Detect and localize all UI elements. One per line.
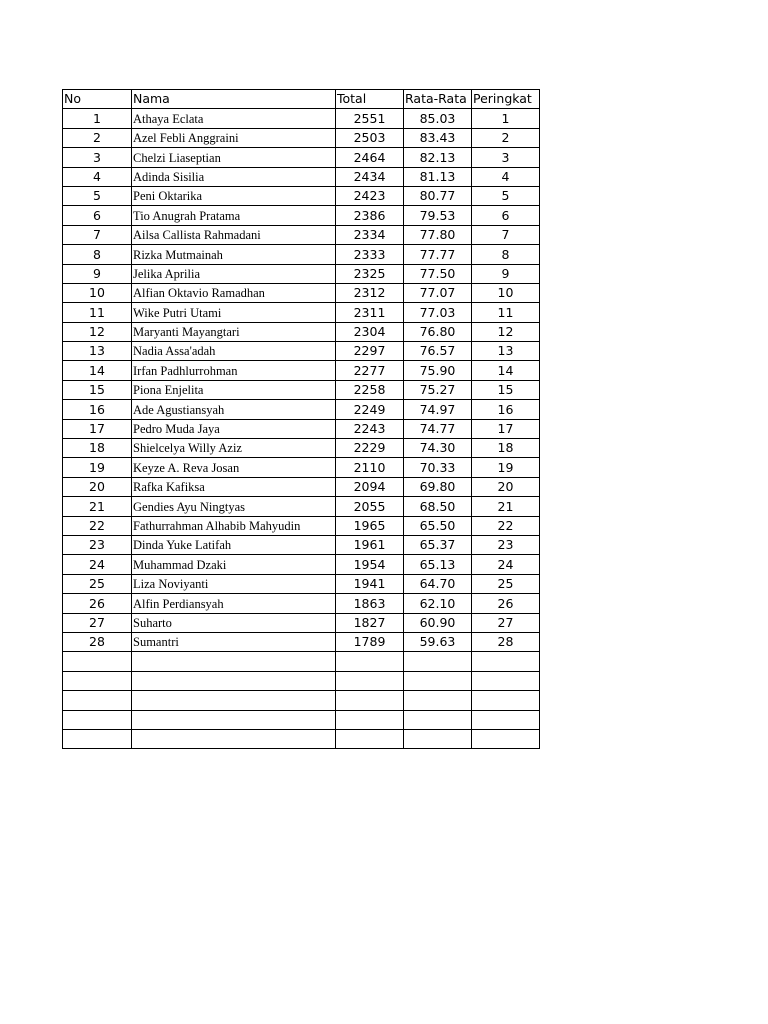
cell-no[interactable] xyxy=(63,729,132,748)
cell-peringkat[interactable]: 1 xyxy=(472,109,540,128)
cell-no[interactable]: 3 xyxy=(63,148,132,167)
cell-nama[interactable]: Alfin Perdiansyah xyxy=(132,594,336,613)
cell-nama[interactable] xyxy=(132,729,336,748)
cell-peringkat[interactable]: 6 xyxy=(472,206,540,225)
table-row xyxy=(63,322,540,341)
cell-no[interactable]: 17 xyxy=(63,419,132,438)
cell-nama[interactable]: Jelika Aprilia xyxy=(132,264,336,283)
cell-rata-rata[interactable]: 77.07 xyxy=(404,283,472,302)
cell-total[interactable]: 2334 xyxy=(336,225,404,244)
cell-rata-rata[interactable]: 68.50 xyxy=(404,497,472,516)
cell-nama[interactable]: Dinda Yuke Latifah xyxy=(132,535,336,554)
cell-peringkat[interactable]: 24 xyxy=(472,555,540,574)
cell-rata-rata[interactable]: 64.70 xyxy=(404,574,472,593)
cell-nama[interactable]: Ailsa Callista Rahmadani xyxy=(132,225,336,244)
cell-rata-rata[interactable]: 85.03 xyxy=(404,109,472,128)
cell-rata-rata[interactable]: 70.33 xyxy=(404,458,472,477)
cell-total[interactable]: 2094 xyxy=(336,477,404,496)
cell-peringkat[interactable]: 20 xyxy=(472,477,540,496)
cell-peringkat[interactable]: 8 xyxy=(472,245,540,264)
cell-nama[interactable]: Keyze A. Reva Josan xyxy=(132,458,336,477)
header-rata-rata[interactable]: Rata-Rata xyxy=(404,90,472,109)
cell-total[interactable]: 1827 xyxy=(336,613,404,632)
table-row xyxy=(63,477,540,496)
cell-rata-rata[interactable] xyxy=(404,691,472,710)
cell-total[interactable]: 2386 xyxy=(336,206,404,225)
cell-no[interactable]: 12 xyxy=(63,322,132,341)
table-row xyxy=(63,594,540,613)
cell-rata-rata[interactable]: 65.50 xyxy=(404,516,472,535)
cell-peringkat[interactable]: 2 xyxy=(472,128,540,147)
cell-no[interactable]: 19 xyxy=(63,458,132,477)
cell-nama[interactable]: Shielcelya Willy Aziz xyxy=(132,439,336,458)
cell-total[interactable]: 2464 xyxy=(336,148,404,167)
cell-total[interactable]: 1789 xyxy=(336,632,404,651)
cell-peringkat[interactable]: 28 xyxy=(472,632,540,651)
cell-total[interactable]: 1941 xyxy=(336,574,404,593)
header-row xyxy=(63,90,540,109)
cell-rata-rata[interactable]: 74.97 xyxy=(404,400,472,419)
cell-nama[interactable] xyxy=(132,710,336,729)
cell-rata-rata[interactable]: 82.13 xyxy=(404,148,472,167)
cell-total[interactable]: 2297 xyxy=(336,342,404,361)
cell-total[interactable]: 1954 xyxy=(336,555,404,574)
cell-peringkat[interactable]: 4 xyxy=(472,167,540,186)
cell-rata-rata[interactable]: 62.10 xyxy=(404,594,472,613)
cell-peringkat[interactable]: 15 xyxy=(472,380,540,399)
cell-rata-rata[interactable]: 75.90 xyxy=(404,361,472,380)
cell-total[interactable]: 2311 xyxy=(336,303,404,322)
table-row xyxy=(63,400,540,419)
cell-peringkat[interactable] xyxy=(472,671,540,690)
cell-no[interactable]: 9 xyxy=(63,264,132,283)
cell-peringkat[interactable]: 10 xyxy=(472,283,540,302)
cell-peringkat[interactable]: 11 xyxy=(472,303,540,322)
cell-no[interactable]: 6 xyxy=(63,206,132,225)
cell-rata-rata[interactable] xyxy=(404,729,472,748)
cell-nama[interactable]: Liza Noviyanti xyxy=(132,574,336,593)
cell-total[interactable]: 2551 xyxy=(336,109,404,128)
cell-peringkat[interactable]: 14 xyxy=(472,361,540,380)
header-no[interactable]: No xyxy=(63,90,132,109)
cell-nama[interactable]: Tio Anugrah Pratama xyxy=(132,206,336,225)
cell-nama[interactable]: Maryanti Mayangtari xyxy=(132,322,336,341)
cell-nama[interactable]: Irfan Padhlurrohman xyxy=(132,361,336,380)
cell-peringkat[interactable] xyxy=(472,710,540,729)
cell-total[interactable] xyxy=(336,671,404,690)
cell-peringkat[interactable]: 9 xyxy=(472,264,540,283)
cell-total[interactable]: 2110 xyxy=(336,458,404,477)
table-row xyxy=(63,671,540,690)
cell-peringkat[interactable]: 27 xyxy=(472,613,540,632)
cell-rata-rata[interactable]: 79.53 xyxy=(404,206,472,225)
table-row xyxy=(63,652,540,671)
cell-peringkat[interactable]: 16 xyxy=(472,400,540,419)
cell-nama[interactable]: Gendies Ayu Ningtyas xyxy=(132,497,336,516)
table-row xyxy=(63,632,540,651)
table-row xyxy=(63,361,540,380)
cell-no[interactable]: 5 xyxy=(63,186,132,205)
cell-total[interactable]: 2434 xyxy=(336,167,404,186)
cell-peringkat[interactable]: 25 xyxy=(472,574,540,593)
table-row xyxy=(63,264,540,283)
table-row xyxy=(63,303,540,322)
cell-rata-rata[interactable]: 65.37 xyxy=(404,535,472,554)
cell-nama[interactable]: Rafka Kafiksa xyxy=(132,477,336,496)
table-row xyxy=(63,206,540,225)
cell-total[interactable]: 2243 xyxy=(336,419,404,438)
cell-no[interactable] xyxy=(63,710,132,729)
table-row xyxy=(63,729,540,748)
table-row xyxy=(63,555,540,574)
table-row xyxy=(63,419,540,438)
cell-rata-rata[interactable]: 77.80 xyxy=(404,225,472,244)
cell-peringkat[interactable]: 21 xyxy=(472,497,540,516)
cell-nama[interactable]: Peni Oktarika xyxy=(132,186,336,205)
cell-rata-rata[interactable]: 65.13 xyxy=(404,555,472,574)
cell-nama[interactable]: Athaya Eclata xyxy=(132,109,336,128)
cell-rata-rata[interactable]: 77.77 xyxy=(404,245,472,264)
cell-no[interactable] xyxy=(63,671,132,690)
table-row xyxy=(63,283,540,302)
cell-total[interactable]: 1961 xyxy=(336,535,404,554)
table-row xyxy=(63,245,540,264)
cell-rata-rata[interactable]: 59.63 xyxy=(404,632,472,651)
cell-nama[interactable] xyxy=(132,671,336,690)
cell-peringkat[interactable]: 7 xyxy=(472,225,540,244)
cell-peringkat[interactable]: 13 xyxy=(472,342,540,361)
cell-no[interactable]: 11 xyxy=(63,303,132,322)
cell-no[interactable]: 22 xyxy=(63,516,132,535)
cell-no[interactable]: 13 xyxy=(63,342,132,361)
cell-total[interactable] xyxy=(336,652,404,671)
cell-total[interactable]: 2258 xyxy=(336,380,404,399)
cell-rata-rata[interactable]: 80.77 xyxy=(404,186,472,205)
cell-no[interactable]: 8 xyxy=(63,245,132,264)
cell-total[interactable]: 1965 xyxy=(336,516,404,535)
cell-rata-rata[interactable] xyxy=(404,652,472,671)
table-row xyxy=(63,574,540,593)
cell-no[interactable]: 25 xyxy=(63,574,132,593)
table-row xyxy=(63,380,540,399)
cell-peringkat[interactable]: 18 xyxy=(472,439,540,458)
cell-nama[interactable]: Adinda Sisilia xyxy=(132,167,336,186)
cell-rata-rata[interactable]: 83.43 xyxy=(404,128,472,147)
cell-rata-rata[interactable]: 75.27 xyxy=(404,380,472,399)
table-row xyxy=(63,128,540,147)
ranking-table xyxy=(62,89,540,749)
cell-rata-rata[interactable]: 74.77 xyxy=(404,419,472,438)
cell-nama[interactable]: Azel Febli Anggraini xyxy=(132,128,336,147)
cell-nama[interactable]: Wike Putri Utami xyxy=(132,303,336,322)
cell-nama[interactable]: Rizka Mutmainah xyxy=(132,245,336,264)
table-row xyxy=(63,109,540,128)
cell-peringkat[interactable]: 3 xyxy=(472,148,540,167)
cell-no[interactable]: 18 xyxy=(63,439,132,458)
cell-peringkat[interactable] xyxy=(472,729,540,748)
cell-no[interactable]: 7 xyxy=(63,225,132,244)
cell-peringkat[interactable]: 23 xyxy=(472,535,540,554)
cell-nama[interactable]: Piona Enjelita xyxy=(132,380,336,399)
table-row xyxy=(63,458,540,477)
cell-no[interactable] xyxy=(63,691,132,710)
cell-rata-rata[interactable]: 77.50 xyxy=(404,264,472,283)
cell-no[interactable]: 20 xyxy=(63,477,132,496)
cell-no[interactable]: 14 xyxy=(63,361,132,380)
cell-no[interactable]: 1 xyxy=(63,109,132,128)
header-peringkat[interactable]: Peringkat xyxy=(472,90,540,109)
cell-no[interactable]: 24 xyxy=(63,555,132,574)
cell-nama[interactable]: Chelzi Liaseptian xyxy=(132,148,336,167)
cell-rata-rata[interactable] xyxy=(404,671,472,690)
table-row xyxy=(63,691,540,710)
cell-peringkat[interactable]: 26 xyxy=(472,594,540,613)
cell-total[interactable]: 2277 xyxy=(336,361,404,380)
cell-total[interactable] xyxy=(336,710,404,729)
cell-total[interactable] xyxy=(336,729,404,748)
cell-rata-rata[interactable]: 69.80 xyxy=(404,477,472,496)
cell-no[interactable]: 21 xyxy=(63,497,132,516)
cell-peringkat[interactable]: 22 xyxy=(472,516,540,535)
cell-total[interactable]: 2503 xyxy=(336,128,404,147)
cell-total[interactable] xyxy=(336,691,404,710)
cell-rata-rata[interactable]: 76.80 xyxy=(404,322,472,341)
cell-total[interactable]: 2312 xyxy=(336,283,404,302)
cell-nama[interactable]: Alfian Oktavio Ramadhan xyxy=(132,283,336,302)
cell-total[interactable]: 2304 xyxy=(336,322,404,341)
header-total[interactable]: Total xyxy=(336,90,404,109)
cell-no[interactable]: 26 xyxy=(63,594,132,613)
cell-nama[interactable]: Pedro Muda Jaya xyxy=(132,419,336,438)
table-row xyxy=(63,710,540,729)
cell-total[interactable]: 2423 xyxy=(336,186,404,205)
cell-peringkat[interactable] xyxy=(472,652,540,671)
cell-no[interactable]: 10 xyxy=(63,283,132,302)
cell-nama[interactable] xyxy=(132,652,336,671)
cell-nama[interactable]: Nadia Assa'adah xyxy=(132,342,336,361)
cell-total[interactable]: 2325 xyxy=(336,264,404,283)
table-row xyxy=(63,225,540,244)
cell-peringkat[interactable]: 5 xyxy=(472,186,540,205)
cell-rata-rata[interactable] xyxy=(404,710,472,729)
cell-no[interactable]: 16 xyxy=(63,400,132,419)
cell-total[interactable]: 2229 xyxy=(336,439,404,458)
cell-no[interactable]: 2 xyxy=(63,128,132,147)
table-row xyxy=(63,439,540,458)
cell-no[interactable]: 23 xyxy=(63,535,132,554)
cell-rata-rata[interactable]: 77.03 xyxy=(404,303,472,322)
cell-peringkat[interactable]: 17 xyxy=(472,419,540,438)
cell-rata-rata[interactable]: 60.90 xyxy=(404,613,472,632)
cell-no[interactable]: 4 xyxy=(63,167,132,186)
cell-total[interactable]: 2333 xyxy=(336,245,404,264)
cell-no[interactable]: 28 xyxy=(63,632,132,651)
table-row xyxy=(63,613,540,632)
cell-no[interactable]: 27 xyxy=(63,613,132,632)
cell-no[interactable] xyxy=(63,652,132,671)
cell-no[interactable]: 15 xyxy=(63,380,132,399)
table-row xyxy=(63,516,540,535)
table-row xyxy=(63,535,540,554)
cell-nama[interactable]: Suharto xyxy=(132,613,336,632)
cell-rata-rata[interactable]: 74.30 xyxy=(404,439,472,458)
table-row xyxy=(63,148,540,167)
cell-rata-rata[interactable]: 81.13 xyxy=(404,167,472,186)
cell-nama[interactable]: Ade Agustiansyah xyxy=(132,400,336,419)
cell-total[interactable]: 2055 xyxy=(336,497,404,516)
cell-total[interactable]: 1863 xyxy=(336,594,404,613)
cell-rata-rata[interactable]: 76.57 xyxy=(404,342,472,361)
cell-total[interactable]: 2249 xyxy=(336,400,404,419)
cell-nama[interactable] xyxy=(132,691,336,710)
table-row xyxy=(63,186,540,205)
cell-peringkat[interactable] xyxy=(472,691,540,710)
cell-peringkat[interactable]: 19 xyxy=(472,458,540,477)
cell-nama[interactable]: Fathurrahman Alhabib Mahyudin xyxy=(132,516,336,535)
table-row xyxy=(63,497,540,516)
table-row xyxy=(63,167,540,186)
cell-nama[interactable]: Sumantri xyxy=(132,632,336,651)
header-nama[interactable]: Nama xyxy=(132,90,336,109)
table-row xyxy=(63,342,540,361)
cell-nama[interactable]: Muhammad Dzaki xyxy=(132,555,336,574)
cell-peringkat[interactable]: 12 xyxy=(472,322,540,341)
